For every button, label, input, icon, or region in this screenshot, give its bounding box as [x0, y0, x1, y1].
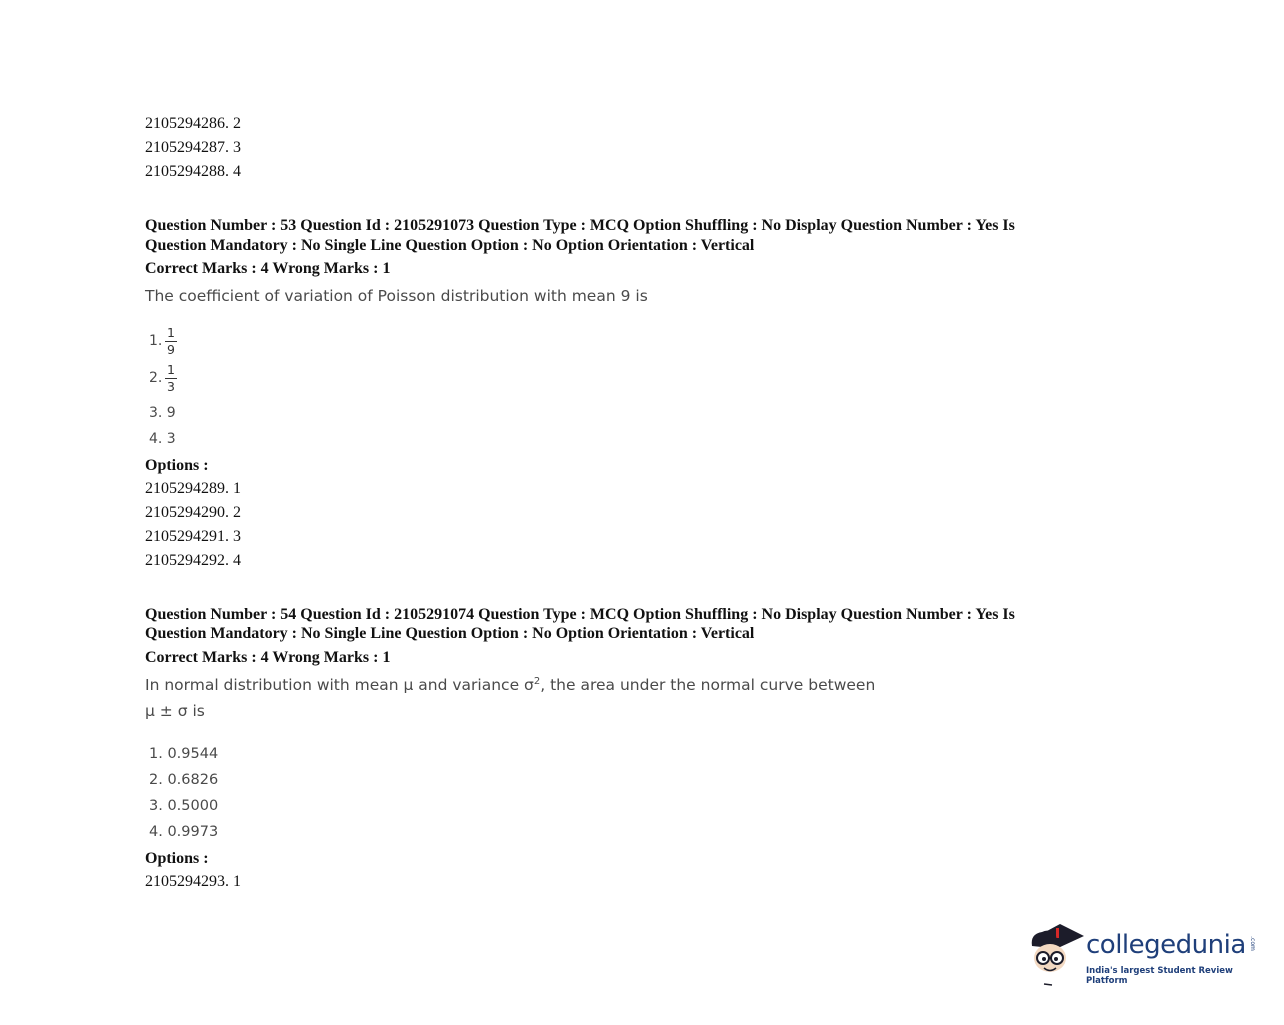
q53-options-heading: Options : [145, 457, 209, 474]
q53-choice-4: 4. 3 [149, 431, 176, 447]
q53-marks: Correct Marks : 4 Wrong Marks : 1 [145, 260, 391, 277]
option-id-line: 2105294288. 4 [145, 163, 241, 180]
option-id-line: 2105294290. 2 [145, 504, 241, 521]
q54-choice-3: 3. 0.5000 [149, 798, 219, 814]
q54-question-text [145, 676, 875, 694]
q54-marks: Correct Marks : 4 Wrong Marks : 1 [145, 649, 391, 666]
choice-number: 1. [149, 333, 163, 349]
q53-choice-3: 3. 9 [149, 405, 176, 421]
q53-meta-line1: Question Number : 53 Question Id : 2105291073 Question Type : MCQ Option Shuffling : No Display Question Number : Yes Is [145, 217, 1015, 234]
logo-suffix: .com [1248, 936, 1256, 951]
option-id-line: 2105294286. 2 [145, 115, 241, 132]
option-id-line: 2105294293. 1 [145, 873, 241, 890]
q54-choice-4: 4. 0.9973 [149, 824, 219, 840]
fraction-denominator: 9 [167, 342, 175, 357]
q54-choice-2: 2. 0.6826 [149, 772, 219, 788]
fraction [165, 363, 177, 393]
fraction-numerator: 1 [167, 362, 175, 377]
collegedunia-logo [1026, 918, 1256, 988]
q54-meta-line2: Question Mandatory : No Single Line Question Option : No Option Orientation : Vertical [145, 625, 755, 642]
fraction-numerator: 1 [167, 325, 175, 340]
option-id-line: 2105294292. 4 [145, 552, 241, 569]
fraction-denominator: 3 [167, 379, 175, 394]
question-part: , the area under the normal curve between [540, 676, 876, 694]
superscript: 2 [533, 675, 541, 687]
q53-question-text: The coefficient of variation of Poisson distribution with mean 9 is [145, 287, 648, 305]
question-part: In normal distribution with mean μ and variance σ [145, 676, 534, 694]
option-id-line: 2105294289. 1 [145, 480, 241, 497]
graduate-mascot-icon [1026, 918, 1088, 988]
option-id-line: 2105294291. 3 [145, 528, 241, 545]
q54-meta-line1: Question Number : 54 Question Id : 2105291074 Question Type : MCQ Option Shuffling : No Display Question Number : Yes Is [145, 606, 1015, 623]
q53-meta-line2: Question Mandatory : No Single Line Question Option : No Option Orientation : Vertical [145, 237, 755, 254]
choice-number: 2. [149, 370, 163, 386]
q54-options-heading: Options : [145, 850, 209, 867]
logo-tagline: India's largest Student Review Platform [1086, 966, 1233, 986]
fraction [165, 326, 177, 356]
logo-brand-text: collegedunia [1086, 930, 1246, 960]
q54-question-line2: μ ± σ is [145, 702, 205, 720]
q54-choice-1: 1. 0.9544 [149, 746, 219, 762]
option-id-line: 2105294287. 3 [145, 139, 241, 156]
